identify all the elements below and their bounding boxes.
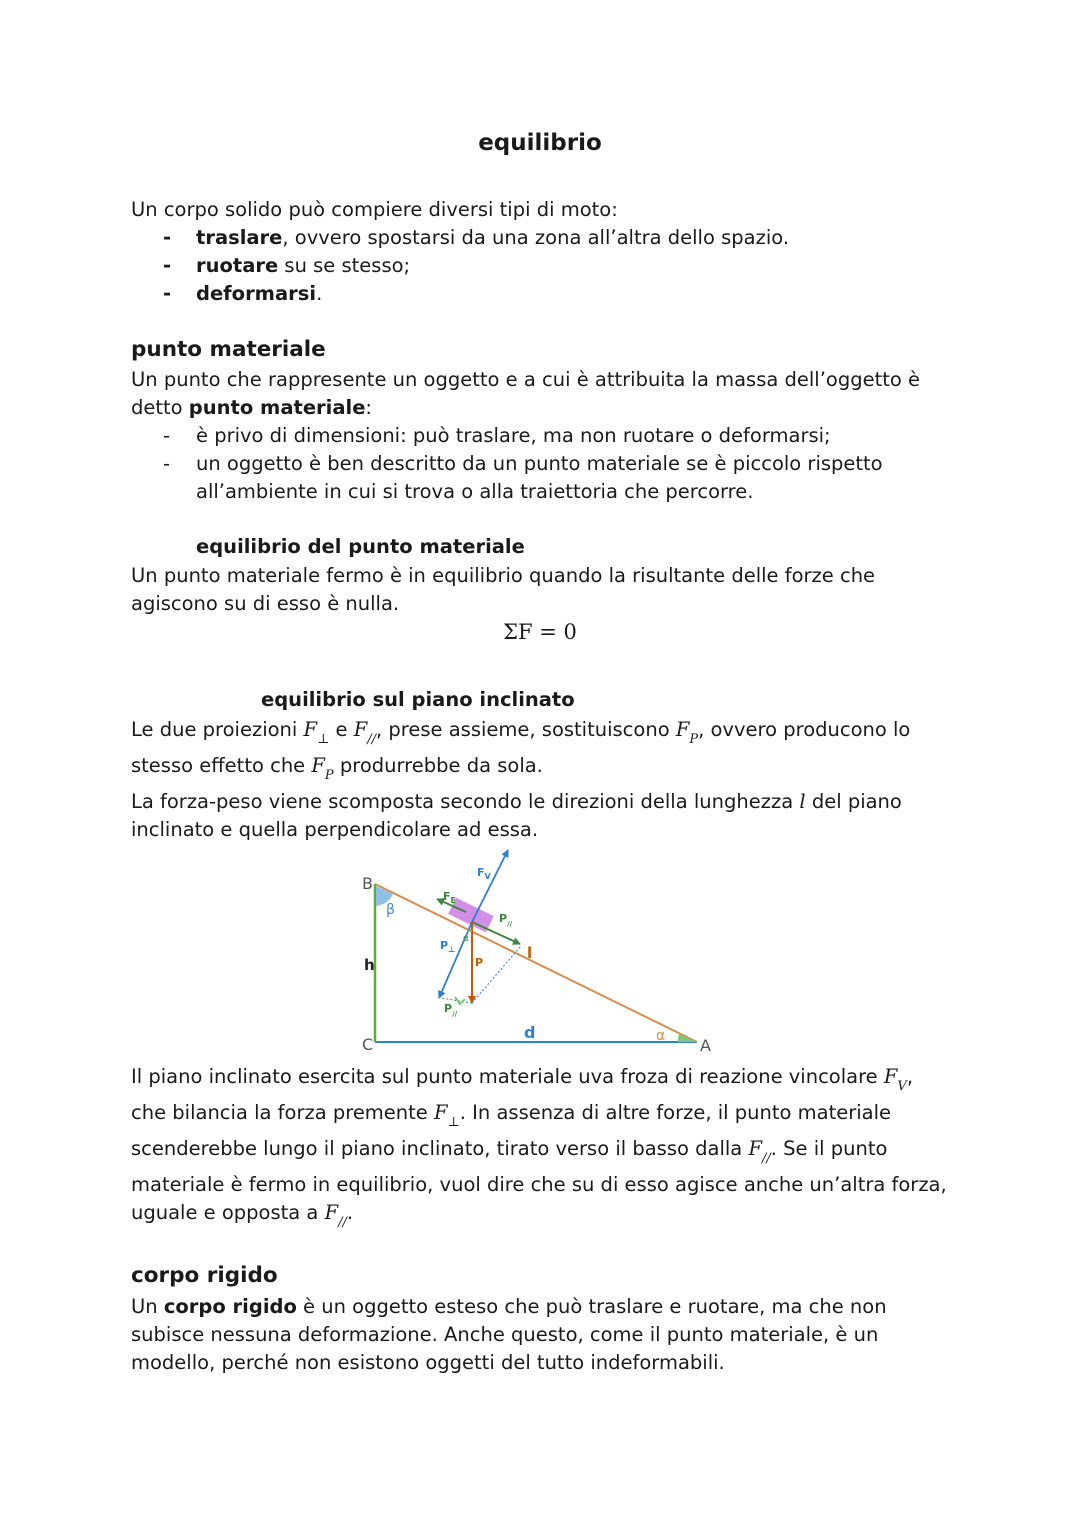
label-A: A [700, 1036, 711, 1055]
section-heading-corpo-rigido: corpo rigido [131, 1263, 278, 1288]
label-d: d [524, 1023, 536, 1042]
list-item-continuation: all’ambiente in cui si trova o alla traiettoria che percorre. [196, 480, 754, 503]
list-item: ruotare su se stesso; [196, 254, 411, 277]
paragraph-line: scenderebbe lungo il piano inclinato, tirato verso il basso dalla $F_{//}$. Se il punto [131, 1137, 888, 1166]
paragraph-line: materiale è fermo in equilibrio, vuol dire che su di esso agisce anche un’altra forza, [131, 1173, 947, 1196]
paragraph-line: Un corpo rigido è un oggetto esteso che può traslare e ruotare, ma che non [131, 1295, 887, 1318]
bullet-dash: - [163, 282, 172, 305]
list-item: deformarsi. [196, 282, 323, 305]
inclined-plane-diagram [355, 845, 725, 1057]
label-h: h [364, 956, 375, 974]
label-C: C [362, 1035, 374, 1054]
paragraph-line: La forza-peso viene scomposta secondo le direzioni della lunghezza l del piano [131, 790, 902, 813]
label-p-perp: $P_\perp$ [440, 939, 456, 954]
bold-term: ruotare [196, 254, 279, 277]
label-beta: β [386, 902, 395, 918]
paragraph-line: uguale e opposta a $F_{//}$. [131, 1201, 354, 1230]
section-heading-punto-materiale: punto materiale [131, 337, 326, 362]
paragraph-line: Il piano inclinato esercita sul punto materiale uva froza di reazione vincolare $F_V$, [131, 1065, 914, 1094]
construction-line [472, 946, 521, 1003]
bold-term: deformarsi [196, 282, 317, 305]
bullet-dash: - [163, 424, 171, 447]
force-vector-p-par [472, 922, 520, 944]
right-angle-marker [455, 997, 465, 1004]
bold-term: traslare [196, 226, 283, 249]
list-item: è privo di dimensioni: può traslare, ma non ruotare o deformarsi; [196, 424, 831, 447]
label-p-par: $P_{//}$ [499, 912, 513, 928]
angle-alpha-marker [678, 1034, 697, 1042]
equilibrium-formula: ΣF = 0 [503, 620, 577, 644]
label-fe: $F_E$ [443, 890, 456, 905]
paragraph-line: Un punto materiale fermo è in equilibrio quando la risultante delle forze che [131, 564, 876, 587]
bullet-dash: - [163, 452, 171, 475]
subsection-heading-equilibrio-punto: equilibrio del punto materiale [196, 535, 525, 558]
paragraph-line: modello, perché non esistono oggetti del tutto indeformabili. [131, 1351, 725, 1374]
label-p: P [475, 956, 484, 969]
paragraph-line: agiscono su di esso è nulla. [131, 592, 400, 615]
paragraph-line: Le due proiezioni $F_\perp$ e $F_{//}$, prese assieme, sostituiscono $F_P$, ovvero producono lo [131, 718, 911, 747]
page-title: equilibrio [478, 130, 602, 156]
paragraph-line: che bilancia la forza premente $F_\perp$. In assenza di altre forze, il punto materiale [131, 1101, 892, 1130]
bullet-dash: - [163, 254, 172, 277]
label-alpha-small: α [463, 934, 469, 944]
label-B: B [362, 874, 373, 893]
paragraph-line: detto punto materiale: [131, 396, 372, 419]
label-p-par-2: $P_{//}$ [444, 1002, 458, 1018]
intro-text: Un corpo solido può compiere diversi tipi di moto: [131, 198, 618, 221]
subsection-heading-piano-inclinato: equilibrio sul piano inclinato [261, 688, 575, 711]
paragraph-line: subisce nessuna deformazione. Anche questo, come il punto materiale, è un [131, 1323, 879, 1346]
label-l: l [527, 944, 533, 962]
bullet-dash: - [163, 226, 172, 249]
list-item: un oggetto è ben descritto da un punto materiale se è piccolo rispetto [196, 452, 883, 475]
paragraph-line: inclinato e quella perpendicolare ad essa. [131, 818, 539, 841]
paragraph-line: stesso effetto che $F_P$ produrrebbe da sola. [131, 754, 543, 783]
label-alpha: α [656, 1028, 666, 1044]
incline-line-l [375, 884, 697, 1042]
label-fv: $F_V$ [477, 866, 491, 881]
list-item: traslare, ovvero spostarsi da una zona all’altra dello spazio. [196, 226, 790, 249]
paragraph-line: Un punto che rappresente un oggetto e a cui è attribuita la massa dell’oggetto è [131, 368, 921, 391]
